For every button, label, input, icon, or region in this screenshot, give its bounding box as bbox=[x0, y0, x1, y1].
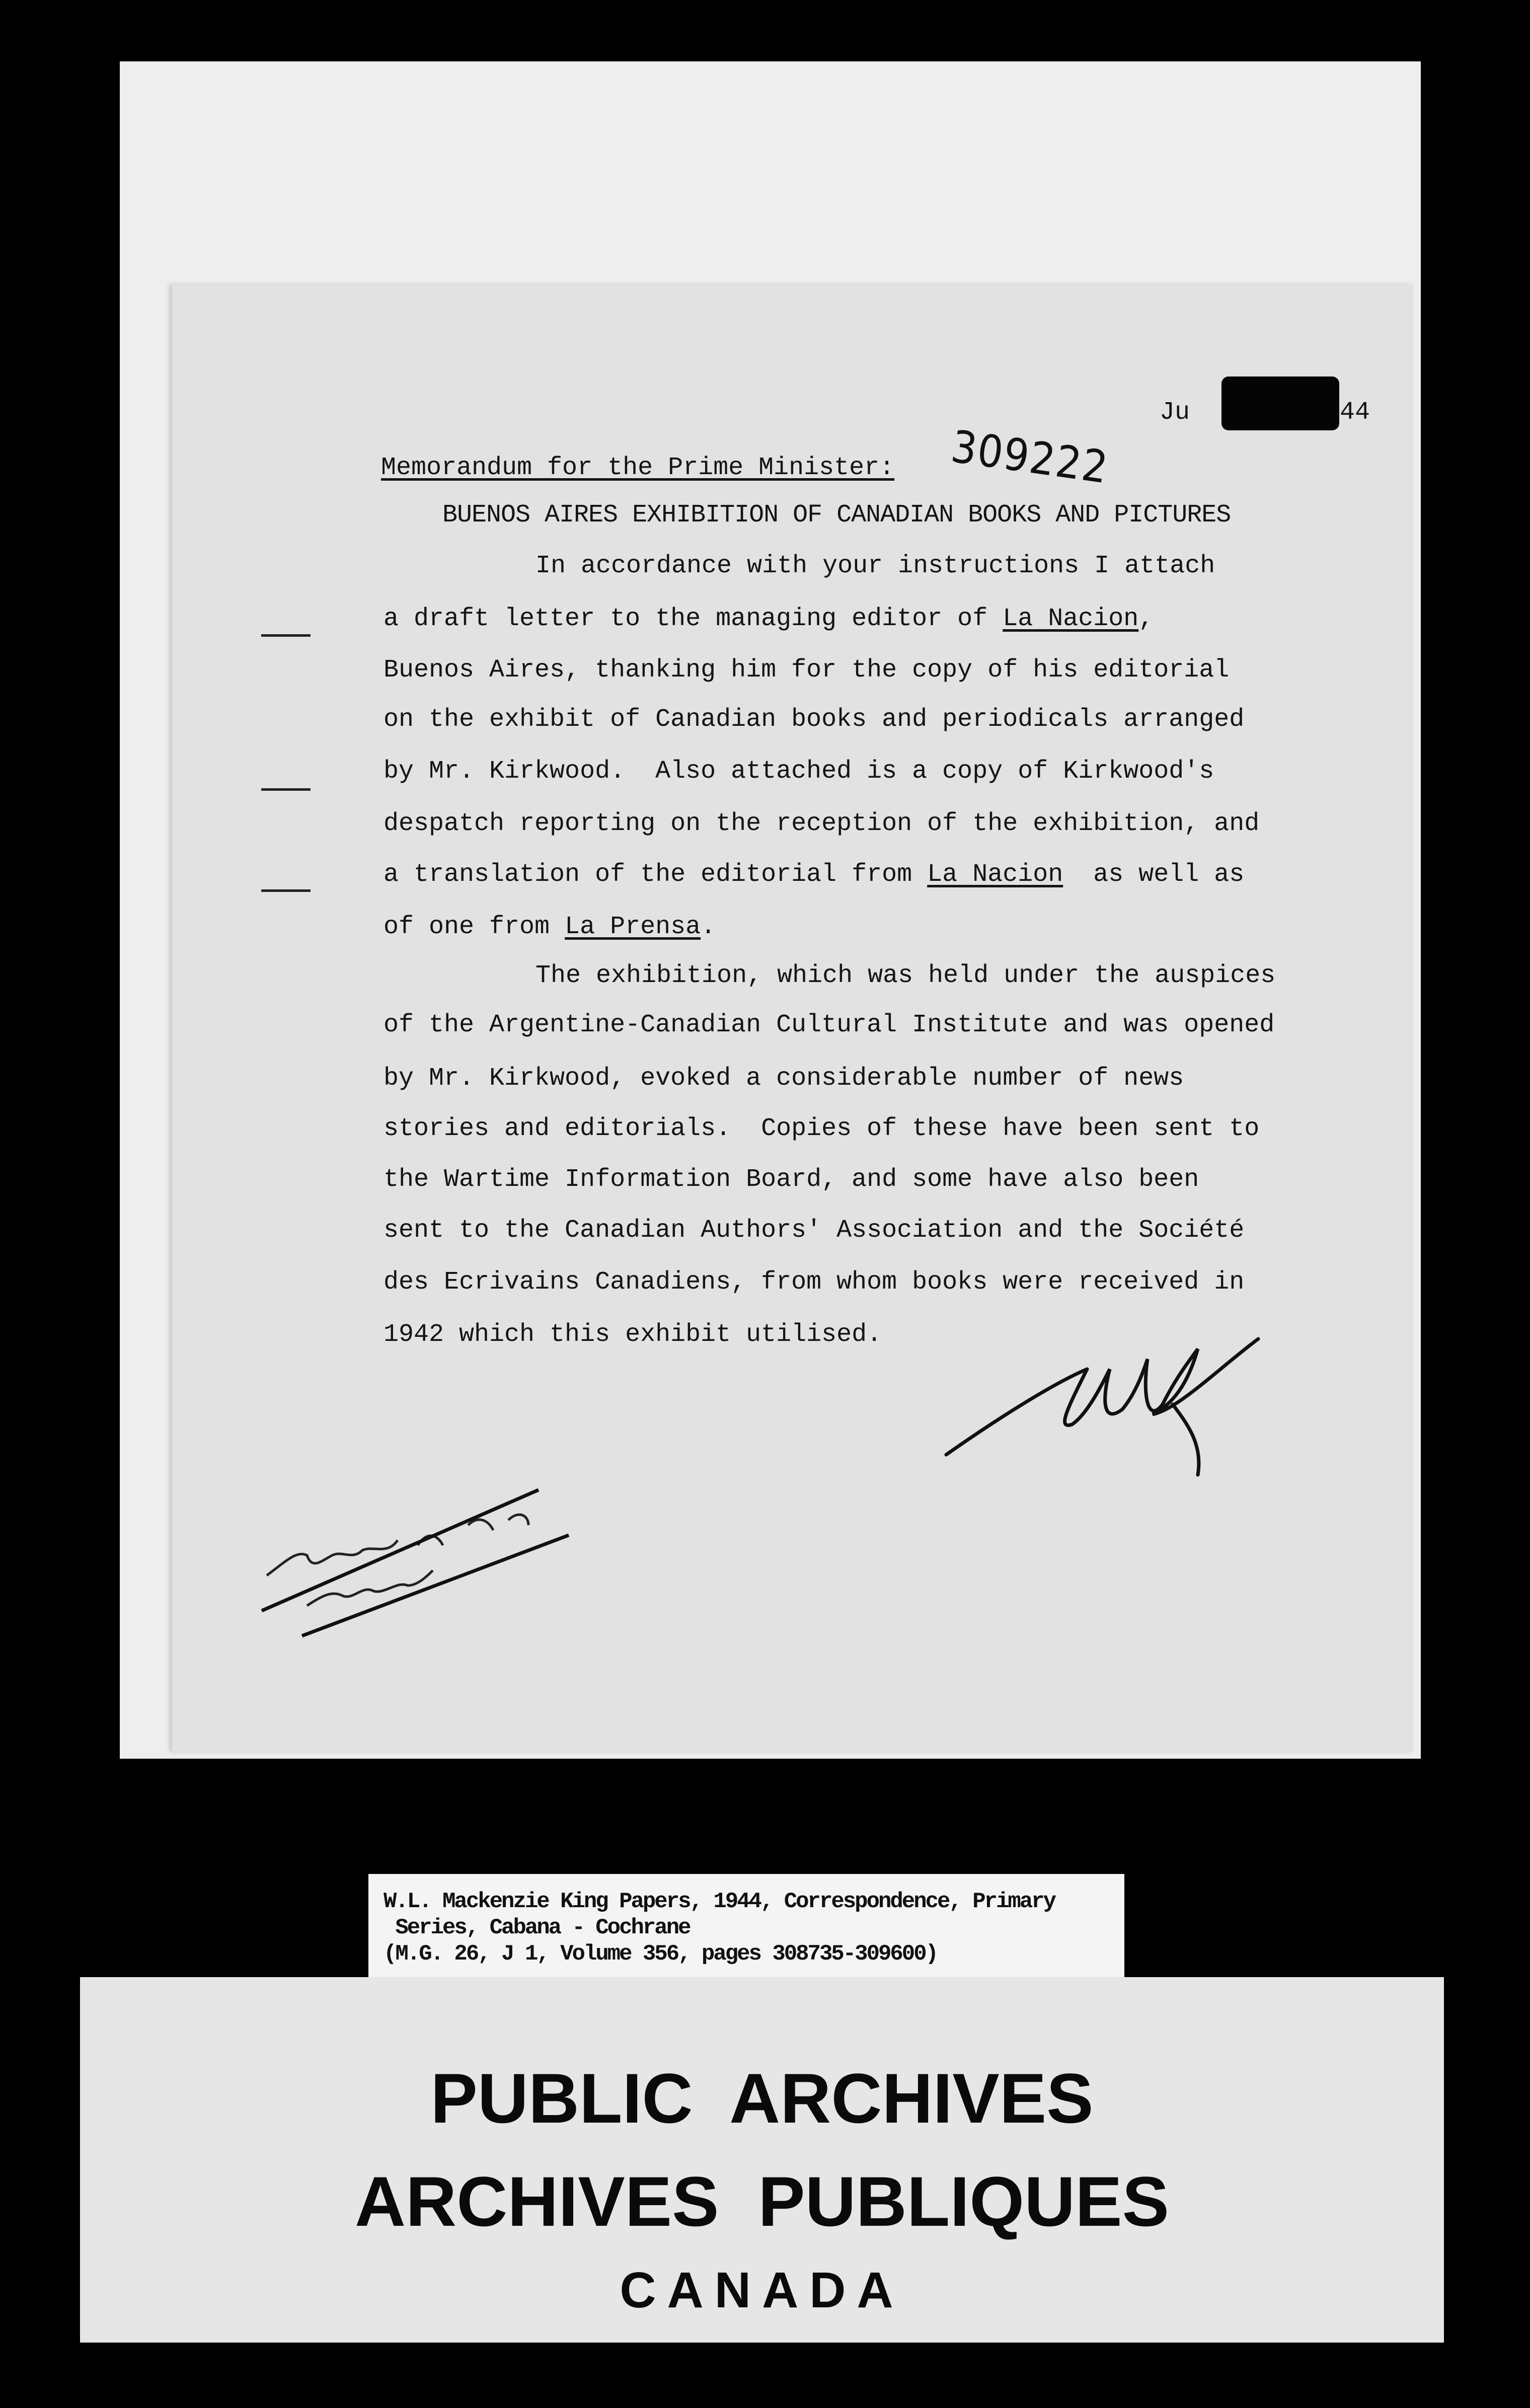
memo-line bbox=[384, 1322, 882, 1347]
publication-name: La Nacion bbox=[927, 860, 1063, 889]
memo-line bbox=[384, 811, 1259, 837]
margin-mark bbox=[261, 634, 311, 637]
memo-text: Buenos Aires, thanking him for the copy of his editorial bbox=[384, 656, 1230, 685]
memo-text: by Mr. Kirkwood. Also attached is a copy of Kirkwood's bbox=[384, 757, 1214, 786]
memo-line bbox=[384, 1116, 1259, 1142]
memo-line bbox=[384, 1167, 1199, 1192]
banner-line-3: CANADA bbox=[620, 2262, 904, 2318]
memo-line bbox=[384, 658, 1229, 683]
memo-line bbox=[384, 1270, 1244, 1295]
banner-line-1: PUBLIC ARCHIVES bbox=[430, 2059, 1094, 2138]
memo-text: despatch reporting on the reception of the exhibition, and bbox=[384, 809, 1260, 838]
label-line-1: W.L. Mackenzie King Papers, 1944, Correspondence, Primary bbox=[384, 1889, 1055, 1914]
date-start: Ju bbox=[1160, 398, 1190, 427]
memo-text: In accordance with your instructions I attach bbox=[536, 552, 1215, 580]
memo-line bbox=[384, 1066, 1184, 1091]
margin-mark bbox=[261, 889, 311, 892]
memo-line bbox=[384, 759, 1214, 784]
memo-text: by Mr. Kirkwood, evoked a considerable number of news bbox=[384, 1064, 1184, 1093]
publication-name: La Nacion bbox=[1003, 605, 1139, 633]
memo-text: a translation of the editorial from bbox=[384, 860, 928, 889]
date-end: 44 bbox=[1340, 398, 1370, 427]
memo-line bbox=[384, 915, 716, 940]
document-number-stamp: 309222 bbox=[948, 420, 1112, 494]
memo-text: the Wartime Information Board, and some have also been bbox=[384, 1165, 1199, 1194]
banner-line-2: ARCHIVES PUBLIQUES bbox=[355, 2162, 1169, 2241]
memo-text: a draft letter to the managing editor of bbox=[384, 605, 1003, 633]
memo-text: stories and editorials. Copies of these have been sent to bbox=[384, 1114, 1260, 1143]
label-line-3: (M.G. 26, J 1, Volume 356, pages 308735-309600) bbox=[384, 1941, 938, 1967]
signature bbox=[936, 1329, 1268, 1490]
archives-banner bbox=[80, 1977, 1444, 2343]
archive-reference-label bbox=[368, 1874, 1124, 1977]
handwritten-note bbox=[257, 1475, 589, 1656]
memo-line bbox=[384, 862, 1244, 887]
memo-text: . bbox=[701, 913, 716, 941]
publication-name: La Prensa bbox=[565, 913, 701, 941]
memo-line bbox=[384, 707, 1244, 732]
redaction-box bbox=[1221, 377, 1339, 430]
memo-text: , bbox=[1138, 605, 1154, 633]
memo-line bbox=[536, 554, 1215, 579]
memo-subject: BUENOS AIRES EXHIBITION OF CANADIAN BOOKS AND PICTURES bbox=[442, 501, 1231, 530]
memo-line bbox=[384, 1013, 1274, 1038]
memo-text: as well as bbox=[1063, 860, 1245, 889]
memo-title: Memorandum for the Prime Minister: bbox=[381, 454, 895, 482]
memo-line bbox=[536, 963, 1275, 989]
memo-line bbox=[384, 1218, 1244, 1243]
memo-line bbox=[384, 607, 1154, 632]
memo-text: 1942 which this exhibit utilised. bbox=[384, 1320, 882, 1349]
margin-mark bbox=[261, 788, 311, 791]
memo-text: of the Argentine-Canadian Cultural Institute and was opened bbox=[384, 1011, 1275, 1039]
memo-text: des Ecrivains Canadiens, from whom books were received in bbox=[384, 1268, 1245, 1297]
memo-text: of one from bbox=[384, 913, 565, 941]
label-line-2: Series, Cabana - Cochrane bbox=[384, 1915, 690, 1940]
memo-text: on the exhibit of Canadian books and periodicals arranged bbox=[384, 705, 1245, 734]
memo-text: The exhibition, which was held under the auspices bbox=[536, 961, 1276, 990]
memo-text: sent to the Canadian Authors' Association and the Société bbox=[384, 1216, 1245, 1245]
